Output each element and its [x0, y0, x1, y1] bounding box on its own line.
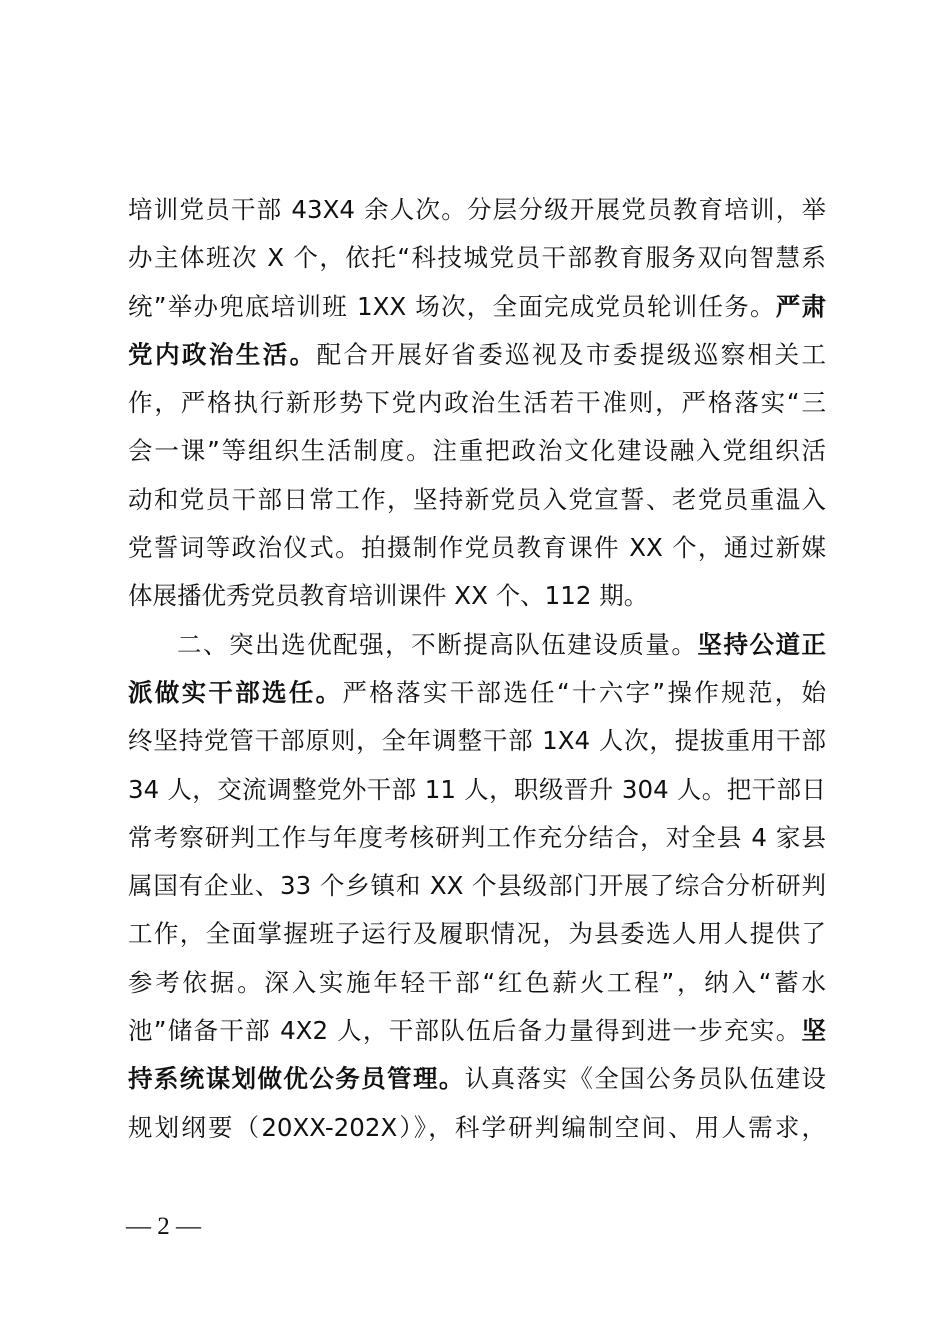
text-segment: 工作，全面掌握班子运行及履职情况，为县委选人用人提供了 [128, 919, 826, 949]
bold-heading-segment: 坚持公道正 [697, 629, 827, 659]
text-segment: 34 人，交流调整党外干部 11 人，职级晋升 304 人。把干部日 [128, 774, 826, 804]
text-line [128, 427, 826, 475]
document-body [128, 186, 826, 1152]
bold-heading-segment: 严肃 [775, 291, 827, 321]
text-line [128, 1104, 826, 1152]
text-segment: 动和党员干部日常工作，坚持新党员入党宣誓、老党员重温入 [128, 484, 826, 514]
text-segment: 参考依据。深入实施年轻干部“红色薪火工程”，纳入“蓄水 [128, 967, 826, 997]
text-line [128, 379, 826, 427]
text-segment: 作，严格执行新形势下党内政治生活若干准则，严格落实“三 [128, 388, 826, 418]
text-line [128, 766, 826, 814]
text-line [128, 1055, 826, 1103]
text-line [128, 283, 826, 331]
text-line [128, 910, 826, 958]
bold-heading-segment: 派做实干部选任。 [128, 677, 343, 707]
text-segment: 统”举办兜底培训班 1XX 场次，全面完成党员轮训任务。 [128, 291, 776, 321]
page-number: — 2 — [126, 1213, 201, 1240]
text-line [128, 1007, 826, 1055]
section-heading-line [128, 621, 826, 669]
text-segment: 属国有企业、33 个乡镇和 XX 个县级部门开展了综合分析研判 [128, 871, 826, 901]
text-segment: 终坚持党管干部原则，全年调整干部 1X4 人次，提拔重用干部 [128, 726, 826, 756]
bold-heading-segment: 党内政治生活。 [128, 339, 317, 369]
bold-heading-segment: 持系统谋划做优公务员管理。 [128, 1064, 465, 1094]
text-segment: 严格落实干部选任“十六字”操作规范，始 [342, 677, 826, 707]
text-segment: 培训党员干部 43X4 余人次。分层分级开展党员教育培训，举 [128, 195, 826, 224]
text-segment: 规划纲要（20XX-202X）》，科学研判编制空间、用人需求， [128, 1112, 826, 1142]
section-heading: 二、突出选优配强，不断提高队伍建设质量。 [177, 629, 698, 659]
text-line [128, 234, 826, 282]
text-line [128, 959, 826, 1007]
text-line [128, 476, 826, 524]
text-segment: 办主体班次 X 个，依托“科技城党员干部教育服务双向智慧系 [128, 243, 826, 273]
text-line [128, 717, 826, 765]
text-line [128, 331, 826, 379]
text-line [128, 669, 826, 717]
text-segment: 池”储备干部 4X2 人，干部队伍后备力量得到进一步充实。 [128, 1016, 802, 1046]
text-segment: 体展播优秀党员教育培训课件 XX 个、112 期。 [128, 581, 649, 611]
text-segment: 会一课”等组织生活制度。注重把政治文化建设融入党组织活 [128, 436, 826, 466]
text-line [128, 524, 826, 572]
text-line [128, 572, 826, 620]
bold-heading-segment: 坚 [801, 1016, 826, 1046]
text-segment: 常考察研判工作与年度考核研判工作充分结合，对全县 4 家县 [128, 822, 826, 852]
text-line [128, 186, 826, 234]
text-line [128, 862, 826, 910]
text-line [128, 814, 826, 862]
text-segment: 认真落实《全国公务员队伍建设 [464, 1064, 826, 1094]
text-segment: 配合开展好省委巡视及市委提级巡察相关工 [316, 339, 827, 369]
text-segment: 党誓词等政治仪式。拍摄制作党员教育课件 XX 个，通过新媒 [128, 533, 826, 563]
